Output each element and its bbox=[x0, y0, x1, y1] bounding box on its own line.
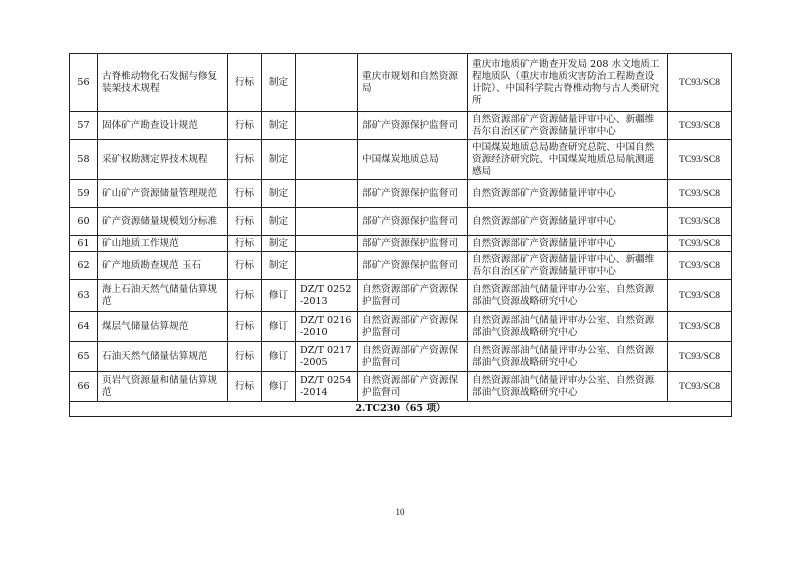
replaced-code bbox=[296, 252, 358, 280]
tc-code: TC93/SC8 bbox=[668, 342, 732, 372]
standard-name: 古脊椎动物化石发掘与修复装架技术规程 bbox=[98, 54, 228, 112]
drafting-org: 自然资源部矿产资源储量评审中心、新疆维吾尔自治区矿产资源储量评审中心 bbox=[468, 112, 668, 140]
supervising-dept: 自然资源部矿产资源保护监督司 bbox=[358, 280, 468, 312]
row-number: 58 bbox=[70, 140, 98, 180]
supervising-dept: 部矿产资源保护监督司 bbox=[358, 112, 468, 140]
standard-name: 海上石油天然气储量估算规范 bbox=[98, 280, 228, 312]
replaced-code bbox=[296, 236, 358, 252]
drafting-org: 自然资源部矿产资源储量评审中心 bbox=[468, 180, 668, 208]
row-number: 62 bbox=[70, 252, 98, 280]
table-row bbox=[70, 208, 732, 236]
table-row bbox=[70, 140, 732, 180]
standard-type: 行标 bbox=[228, 236, 262, 252]
replaced-code: DZ/T 0254-2014 bbox=[296, 372, 358, 402]
replaced-code bbox=[296, 54, 358, 112]
standard-type: 行标 bbox=[228, 372, 262, 402]
supervising-dept: 自然资源部矿产资源保护监督司 bbox=[358, 372, 468, 402]
tc-code: TC93/SC8 bbox=[668, 236, 732, 252]
row-number: 63 bbox=[70, 280, 98, 312]
drafting-org: 自然资源部油气储量评审办公室、自然资源部油气资源战略研究中心 bbox=[468, 342, 668, 372]
drafting-org: 自然资源部矿产资源储量评审中心 bbox=[468, 208, 668, 236]
table-row bbox=[70, 252, 732, 280]
drafting-org: 自然资源部矿产资源储量评审中心 bbox=[468, 236, 668, 252]
row-number: 59 bbox=[70, 180, 98, 208]
section-row bbox=[70, 402, 732, 417]
revision-mode: 修订 bbox=[262, 372, 296, 402]
row-number: 56 bbox=[70, 54, 98, 112]
standard-type: 行标 bbox=[228, 180, 262, 208]
drafting-org: 自然资源部矿产资源储量评审中心、新疆维吾尔自治区矿产资源储量评审中心 bbox=[468, 252, 668, 280]
supervising-dept: 自然资源部矿产资源保护监督司 bbox=[358, 312, 468, 342]
tc-code: TC93/SC8 bbox=[668, 372, 732, 402]
supervising-dept: 部矿产资源保护监督司 bbox=[358, 180, 468, 208]
supervising-dept: 重庆市规划和自然资源局 bbox=[358, 54, 468, 112]
revision-mode: 制定 bbox=[262, 54, 296, 112]
revision-mode: 制定 bbox=[262, 252, 296, 280]
section-title: 2.TC230（65 项） bbox=[70, 402, 732, 417]
standard-type: 行标 bbox=[228, 280, 262, 312]
revision-mode: 制定 bbox=[262, 180, 296, 208]
supervising-dept: 中国煤炭地质总局 bbox=[358, 140, 468, 180]
standard-name: 页岩气资源量和储量估算规范 bbox=[98, 372, 228, 402]
row-number: 65 bbox=[70, 342, 98, 372]
standard-name: 矿产地质勘查规范 玉石 bbox=[98, 252, 228, 280]
tc-code: TC93/SC8 bbox=[668, 312, 732, 342]
supervising-dept: 部矿产资源保护监督司 bbox=[358, 208, 468, 236]
standard-name: 石油天然气储量估算规范 bbox=[98, 342, 228, 372]
row-number: 66 bbox=[70, 372, 98, 402]
drafting-org: 中国煤炭地质总局勘查研究总院、中国自然资源经济研究院、中国煤炭地质总局航测遥感局 bbox=[468, 140, 668, 180]
standard-type: 行标 bbox=[228, 342, 262, 372]
supervising-dept: 部矿产资源保护监督司 bbox=[358, 236, 468, 252]
revision-mode: 制定 bbox=[262, 140, 296, 180]
row-number: 64 bbox=[70, 312, 98, 342]
standard-type: 行标 bbox=[228, 312, 262, 342]
page-number: 10 bbox=[395, 507, 405, 517]
tc-code: TC93/SC8 bbox=[668, 54, 732, 112]
table-row bbox=[70, 342, 732, 372]
standard-type: 行标 bbox=[228, 252, 262, 280]
standards-table bbox=[69, 53, 732, 417]
standard-name: 采矿权勘测定界技术规程 bbox=[98, 140, 228, 180]
standard-name: 固体矿产勘查设计规范 bbox=[98, 112, 228, 140]
replaced-code: DZ/T 0216-2010 bbox=[296, 312, 358, 342]
supervising-dept: 部矿产资源保护监督司 bbox=[358, 252, 468, 280]
tc-code: TC93/SC8 bbox=[668, 252, 732, 280]
revision-mode: 制定 bbox=[262, 236, 296, 252]
table-row bbox=[70, 280, 732, 312]
standard-name: 矿山矿产资源储量管理规范 bbox=[98, 180, 228, 208]
table-row bbox=[70, 372, 732, 402]
tc-code: TC93/SC8 bbox=[668, 112, 732, 140]
tc-code: TC93/SC8 bbox=[668, 180, 732, 208]
table-body bbox=[70, 54, 732, 402]
table-row bbox=[70, 54, 732, 112]
tc-code: TC93/SC8 bbox=[668, 140, 732, 180]
drafting-org: 自然资源部油气储量评审办公室、自然资源部油气资源战略研究中心 bbox=[468, 312, 668, 342]
table-row bbox=[70, 112, 732, 140]
revision-mode: 制定 bbox=[262, 112, 296, 140]
standard-name: 矿产资源储量规模划分标准 bbox=[98, 208, 228, 236]
standard-type: 行标 bbox=[228, 140, 262, 180]
row-number: 57 bbox=[70, 112, 98, 140]
tc-code: TC93/SC8 bbox=[668, 280, 732, 312]
revision-mode: 制定 bbox=[262, 208, 296, 236]
replaced-code bbox=[296, 140, 358, 180]
supervising-dept: 自然资源部矿产资源保护监督司 bbox=[358, 342, 468, 372]
replaced-code: DZ/T 0217-2005 bbox=[296, 342, 358, 372]
drafting-org: 重庆市地质矿产勘查开发局 208 水文地质工程地质队（重庆市地质灾害防治工程勘查设计院）、中国科学院古脊椎动物与古人类研究所 bbox=[468, 54, 668, 112]
replaced-code bbox=[296, 208, 358, 236]
standard-type: 行标 bbox=[228, 112, 262, 140]
replaced-code bbox=[296, 112, 358, 140]
drafting-org: 自然资源部油气储量评审办公室、自然资源部油气资源战略研究中心 bbox=[468, 280, 668, 312]
drafting-org: 自然资源部油气储量评审办公室、自然资源部油气资源战略研究中心 bbox=[468, 372, 668, 402]
replaced-code: DZ/T 0252-2013 bbox=[296, 280, 358, 312]
standard-type: 行标 bbox=[228, 54, 262, 112]
table-row bbox=[70, 236, 732, 252]
revision-mode: 修订 bbox=[262, 280, 296, 312]
table-row bbox=[70, 312, 732, 342]
replaced-code bbox=[296, 180, 358, 208]
standard-name: 煤层气储量估算规范 bbox=[98, 312, 228, 342]
standard-type: 行标 bbox=[228, 208, 262, 236]
revision-mode: 修订 bbox=[262, 342, 296, 372]
row-number: 61 bbox=[70, 236, 98, 252]
tc-code: TC93/SC8 bbox=[668, 208, 732, 236]
standard-name: 矿山地质工作规范 bbox=[98, 236, 228, 252]
table-row bbox=[70, 180, 732, 208]
revision-mode: 修订 bbox=[262, 312, 296, 342]
row-number: 60 bbox=[70, 208, 98, 236]
